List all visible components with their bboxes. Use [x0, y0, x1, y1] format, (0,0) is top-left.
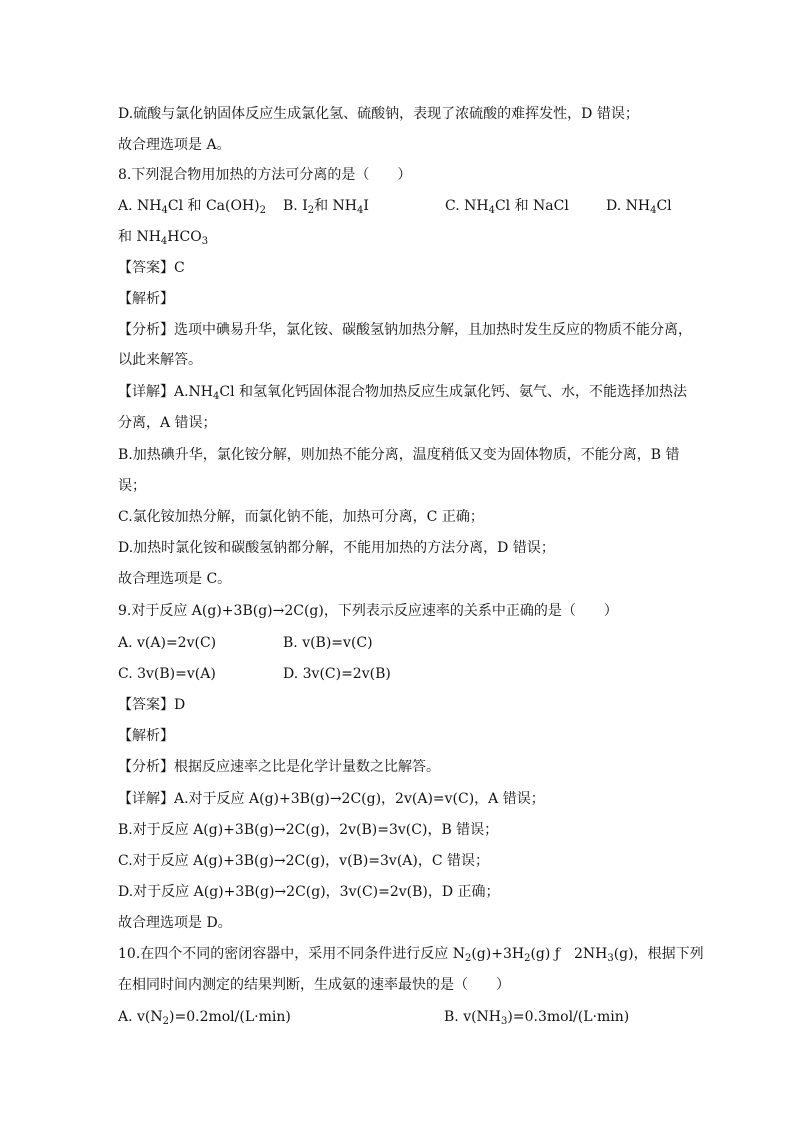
option-a: A. $v(N_2)=0.2mol/(L\cdot\min)$ [118, 1009, 291, 1027]
option-c: C. $NH_4Cl$ 和 NaCl [445, 198, 569, 216]
detail-text: 分离，A 错误； [118, 415, 217, 431]
conclusion-line: 故合理选项是 C。 [118, 571, 232, 587]
question-10: 10.在四个不同的密闭容器中，采用不同条件进行反应 $N_2(g)+3H_2(g)$ ƒ $2NH_3(g)$，根据下列 [118, 946, 704, 964]
option-d: D. 3v(C)=2v(B) [283, 666, 391, 682]
option-a: A. $NH_4Cl$ 和 $Ca(OH)_2$ [118, 198, 266, 216]
analysis-heading: 【解析】 [118, 728, 174, 744]
option-c: C. 3v(B)=v(A) [118, 666, 216, 682]
detail-text: B.加热碘升华，氯化铵分解，则加热不能分离，温度稍低又变为固体物质，不能分离，B 错 [118, 447, 680, 463]
detail-text: D.对于反应 A(g)+3B(g)→2C(g)，3v(C)=2v(B)，D 正确； [118, 884, 500, 900]
analysis-text: 【分析】选项中碘易升华，氯化铵、碳酸氢钠加热分解，且加热时发生反应的物质不能分离， [118, 322, 692, 338]
option-d: D. $NH_4Cl$ [606, 198, 672, 216]
conclusion-line: 故合理选项是 D。 [118, 915, 232, 931]
detail-text: C.对于反应 A(g)+3B(g)→2C(g)，v(B)=3v(A)，C 错误； [118, 853, 490, 869]
analysis-text: 以此来解答。 [118, 352, 202, 368]
conclusion-line: 故合理选项是 A。 [118, 137, 231, 153]
answer-label: 【答案】C [118, 260, 185, 276]
detail-text: D.加热时氯化铵和碳酸氢钠都分解，不能用加热的方法分离，D 错误； [118, 540, 555, 556]
question-8: 8.下列混合物用加热的方法可分离的是（ ） [118, 167, 412, 183]
analysis-text: 【分析】根据反应速率之比是化学计量数之比解答。 [118, 759, 440, 775]
analysis-heading: 【解析】 [118, 291, 174, 307]
text-line: D.硫酸与氯化钠固体反应生成氯化氢、硫酸钠，表现了浓硫酸的难挥发性，D 错误； [118, 106, 639, 122]
option-b: B. $I_2$和 $NH_4I$ [283, 198, 369, 216]
question-10-continued: 在相同时间内测定的结果判断，生成氨的速率最快的是（ ） [118, 977, 510, 993]
detail-text: C.氯化铵加热分解，而氯化钠不能，加热可分离，C 正确； [118, 509, 484, 525]
option-b: B. $v(NH_3)=0.3mol/(L\cdot\min)$ [444, 1009, 630, 1027]
option-d-continued: 和 $NH_4HCO_3$ [118, 229, 209, 247]
detail-text: B.对于反应 A(g)+3B(g)→2C(g)，2v(B)=3v(C)，B 错误； [118, 822, 499, 838]
answer-label: 【答案】D [118, 697, 186, 713]
detail-text: 【详解】A.对于反应 A(g)+3B(g)→2C(g)，2v(A)=v(C)，A 错误； [118, 791, 545, 807]
option-b: B. v(B)=v(C) [283, 635, 373, 651]
detail-text: 【详解】$A.NH_4Cl$ 和氢氧化钙固体混合物加热反应生成氯化钙、氨气、水，不能选择加热法 [118, 384, 688, 402]
detail-text: 误； [118, 478, 146, 494]
question-9: 9.对于反应 A(g)+3B(g)→2C(g)，下列表示反应速率的关系中正确的是（ ） [118, 603, 618, 619]
option-a: A. v(A)=2v(C) [118, 635, 217, 651]
